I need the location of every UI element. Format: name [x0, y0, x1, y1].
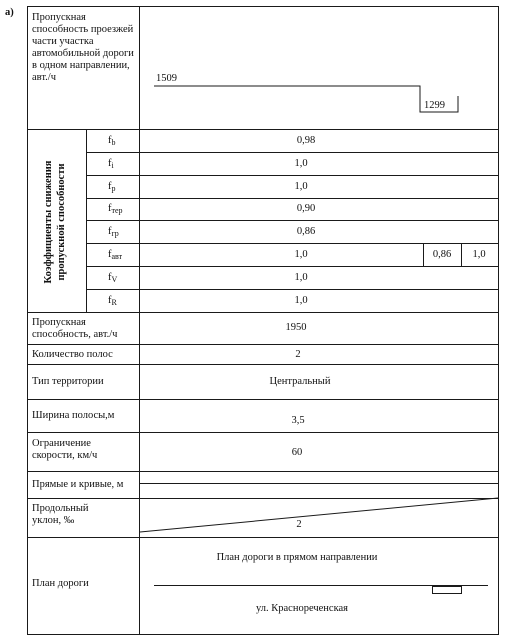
- coef-value: 1,0: [294, 272, 308, 283]
- coefficients-group-label: Коэффициенты снижения пропускной способности: [43, 160, 67, 284]
- road-plan-title: План дороги в прямом направлении: [216, 552, 378, 563]
- territory-value: Центральный: [269, 376, 331, 387]
- lane-width-value: 3,5: [291, 415, 305, 426]
- coef-value: 1,0: [294, 158, 308, 169]
- lanes-label: Количество полос: [32, 349, 113, 360]
- coef-symbol: $f_i$: [108, 158, 114, 170]
- coef-symbol: $f_{тер}$: [108, 203, 123, 215]
- coef-value: 0,90: [296, 203, 316, 214]
- coef-value-c: 1,0: [472, 249, 486, 260]
- coef-value: 1,0: [294, 249, 308, 260]
- street-name: ул. Краснореченская: [255, 603, 349, 614]
- coef-value-b: 0,86: [432, 249, 452, 260]
- road-plan-label: План дороги: [32, 578, 89, 589]
- capacity-value-1509: 1509: [156, 73, 177, 84]
- coef-value: 1,0: [294, 181, 308, 192]
- coef-value: 1,0: [294, 295, 308, 306]
- territory-label: Тип территории: [32, 376, 104, 387]
- grade-value: 2: [296, 519, 302, 530]
- speed-limit-value: 60: [291, 447, 303, 458]
- throughput-label: Пропускная способность, авт./ч: [32, 317, 118, 340]
- speed-limit-label: Ограничение скорости, км/ч: [32, 438, 98, 461]
- coef-symbol: $f_b$: [108, 135, 116, 147]
- coef-value: 0,98: [296, 135, 316, 146]
- coef-symbol: $f_p$: [108, 181, 116, 193]
- lanes-value: 2: [295, 349, 301, 360]
- capacity-direction-label: Пропускная способность проезжей части участка автомобильной дороги в одном направлении, авт./ч: [32, 12, 134, 83]
- road-plan-marker: [432, 586, 462, 594]
- grade-label: Продольный уклон, ‰: [32, 503, 89, 526]
- capacity-value-1299: 1299: [424, 100, 445, 111]
- lane-width-label: Ширина полосы,м: [32, 410, 115, 421]
- figure-label: а): [5, 7, 14, 18]
- coef-symbol: $f_R$: [108, 295, 117, 307]
- curves-label: Прямые и кривые, м: [32, 479, 124, 490]
- throughput-value: 1950: [285, 322, 307, 333]
- coef-symbol: $f_{гр}$: [108, 226, 119, 238]
- coef-symbol: $f_V$: [108, 272, 118, 284]
- coef-value: 0,86: [296, 226, 316, 237]
- coef-symbol: $f_{авт}$: [108, 249, 123, 261]
